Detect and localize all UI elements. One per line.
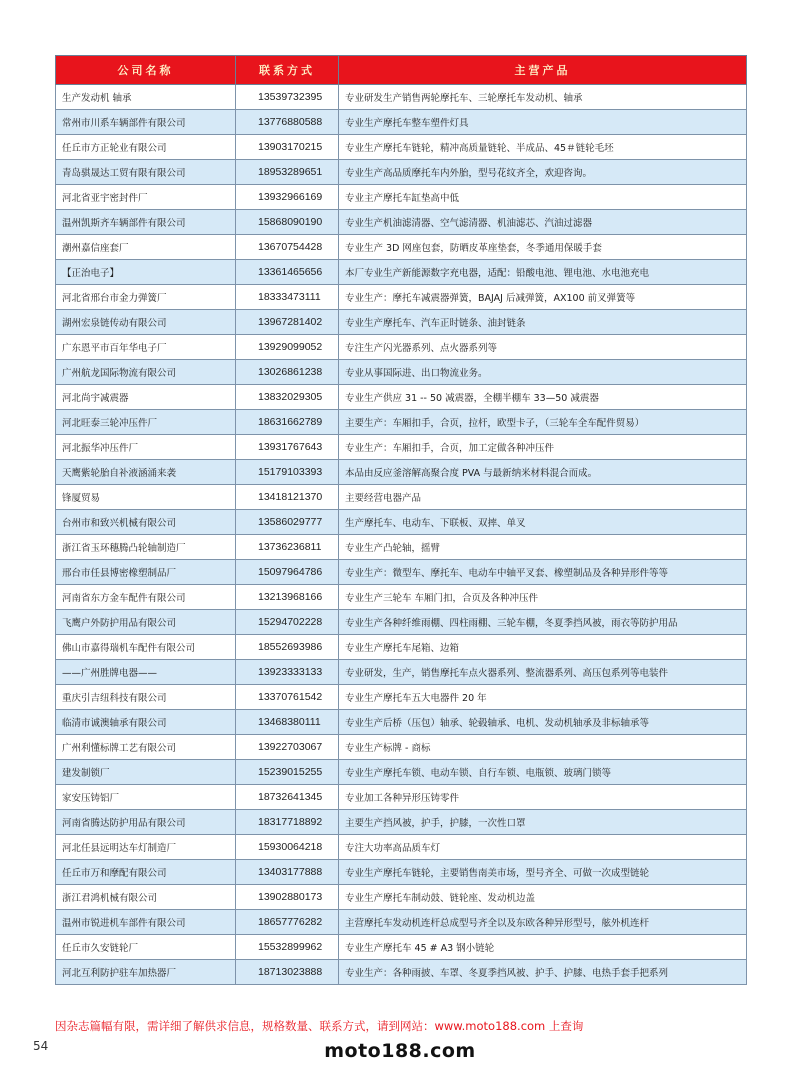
company-name-cell: 重庆引吉纽科技有限公司	[56, 685, 236, 710]
products-cell: 专业生产后桥（压包）轴承、轮毂轴承、电机、发动机轴承及非标轴承等	[339, 710, 747, 735]
phone-cell: 18732641345	[236, 785, 339, 810]
products-cell: 主营摩托车发动机连杆总成型号齐全以及东欧各种异形型号，舷外机连杆	[339, 910, 747, 935]
table-row	[56, 285, 747, 310]
phone-cell: 13403177888	[236, 860, 339, 885]
phone-cell: 13468380111	[236, 710, 339, 735]
company-name-cell: 任丘市方正轮业有限公司	[56, 135, 236, 160]
table-row	[56, 460, 747, 485]
company-name-cell: 临清市诚澳轴承有限公司	[56, 710, 236, 735]
company-name-cell: 任丘市万和摩配有限公司	[56, 860, 236, 885]
site-logo: moto188.com	[324, 1040, 476, 1062]
phone-cell: 18552693986	[236, 635, 339, 660]
table-row	[56, 535, 747, 560]
table-row	[56, 585, 747, 610]
products-cell: 专业生产标牌 - 商标	[339, 735, 747, 760]
phone-cell: 13832029305	[236, 385, 339, 410]
phone-cell: 18333473111	[236, 285, 339, 310]
phone-cell: 13929099052	[236, 335, 339, 360]
products-cell: 专业生产摩托车锁、电动车锁、自行车锁、电瓶锁、玻璃门锁等	[339, 760, 747, 785]
table-row	[56, 210, 747, 235]
table-row	[56, 260, 747, 285]
phone-cell: 13539732395	[236, 85, 339, 110]
table-row	[56, 685, 747, 710]
company-name-cell: 河北振华冲压件厂	[56, 435, 236, 460]
products-cell: 专业生产摩托车 45 # A3 钢小链轮	[339, 935, 747, 960]
table-row	[56, 935, 747, 960]
company-name-cell: 河北互利防护驻车加热器厂	[56, 960, 236, 985]
products-cell: 专业生产高品质摩托车内外胎，型号花纹齐全，欢迎咨询。	[339, 160, 747, 185]
phone-cell: 13922703067	[236, 735, 339, 760]
company-name-cell: 河北省亚宇密封件厂	[56, 185, 236, 210]
table-row	[56, 660, 747, 685]
phone-cell: 18657776282	[236, 910, 339, 935]
company-name-cell: 天鹰紫轮胎自补液涵涌来袭	[56, 460, 236, 485]
table-row	[56, 910, 747, 935]
phone-cell: 18713023888	[236, 960, 339, 985]
products-cell: 专业生产供应 31 -- 50 减震器，全棚半棚车 33—50 减震器	[339, 385, 747, 410]
products-cell: 主要生产：车厢扣手，合页，拉杆，欧型卡子，（三轮车全车配件贸易）	[339, 410, 747, 435]
phone-cell: 13361465656	[236, 260, 339, 285]
phone-cell: 13776880588	[236, 110, 339, 135]
table-row	[56, 235, 747, 260]
company-name-cell: 任丘市久安链轮厂	[56, 935, 236, 960]
company-name-cell: 邢台市任县博密橡塑制品厂	[56, 560, 236, 585]
phone-cell: 13418121370	[236, 485, 339, 510]
company-name-cell: 河南省腾达防护用品有限公司	[56, 810, 236, 835]
products-cell: 专业生产摩托车制动鼓、链轮座、发动机边盖	[339, 885, 747, 910]
company-name-cell: 温州凯斯齐车辆部件有限公司	[56, 210, 236, 235]
table-row	[56, 435, 747, 460]
phone-cell: 13903170215	[236, 135, 339, 160]
header-company-name: 公司名称	[56, 56, 236, 85]
company-name-cell: 【正治电子】	[56, 260, 236, 285]
table-row	[56, 510, 747, 535]
table-row	[56, 410, 747, 435]
company-name-cell: 锋厦贸易	[56, 485, 236, 510]
company-name-cell: 青岛骐晟达工贸有限有限公司	[56, 160, 236, 185]
products-cell: 专注大功率高品质车灯	[339, 835, 747, 860]
company-directory-table	[55, 55, 747, 985]
products-cell: 主要生产挡风被，护手，护膝，一次性口罩	[339, 810, 747, 835]
company-name-cell: 家安压铸铝厂	[56, 785, 236, 810]
company-name-cell: 潮州嘉信座套厂	[56, 235, 236, 260]
products-cell: 本品由反应釜溶解高聚合度 PVA 与最新纳米材料混合而成。	[339, 460, 747, 485]
company-name-cell: 佛山市嘉得瑞机车配件有限公司	[56, 635, 236, 660]
products-cell: 专业加工各种异形压铸零件	[339, 785, 747, 810]
phone-cell: 15930064218	[236, 835, 339, 860]
table-row	[56, 135, 747, 160]
header-main-products: 主营产品	[339, 56, 747, 85]
table-row	[56, 835, 747, 860]
phone-cell: 13736236811	[236, 535, 339, 560]
products-cell: 专业生产：摩托车减震器弹簧，BAJAJ 后减弹簧，AX100 前叉弹簧等	[339, 285, 747, 310]
table-row	[56, 110, 747, 135]
table-body	[56, 85, 747, 985]
table-row	[56, 85, 747, 110]
table-row	[56, 360, 747, 385]
products-cell: 专业生产三轮车 车厢门扣，合页及各种冲压件	[339, 585, 747, 610]
header-contact: 联系方式	[236, 56, 339, 85]
company-name-cell: 温州市锐进机车部件有限公司	[56, 910, 236, 935]
table-row	[56, 485, 747, 510]
table-row	[56, 810, 747, 835]
company-name-cell: 广州利懂标牌工艺有限公司	[56, 735, 236, 760]
products-cell: 专业生产凸轮轴，摇臂	[339, 535, 747, 560]
phone-cell: 13370761542	[236, 685, 339, 710]
phone-cell: 13670754428	[236, 235, 339, 260]
products-cell: 生产摩托车、电动车、下联板、双摔、单叉	[339, 510, 747, 535]
phone-cell: 15097964786	[236, 560, 339, 585]
products-cell: 专业研发生产销售两轮摩托车、三轮摩托车发动机、轴承	[339, 85, 747, 110]
company-name-cell: 河北尚宇减震器	[56, 385, 236, 410]
phone-cell: 13902880173	[236, 885, 339, 910]
company-name-cell: 广东恩平市百年华电子厂	[56, 335, 236, 360]
products-cell: 专业生产摩托车、汽车正时链条、油封链条	[339, 310, 747, 335]
footer-note: 因杂志篇幅有限，需详细了解供求信息，规格数量、联系方式，请到网站：www.moto188.com 上查询	[55, 1019, 584, 1033]
company-name-cell: 建发制锁厂	[56, 760, 236, 785]
products-cell: 专业研发，生产，销售摩托车点火器系列、整流器系列、高压包系列等电装件	[339, 660, 747, 685]
table-row	[56, 385, 747, 410]
company-name-cell: 广州航龙国际物流有限公司	[56, 360, 236, 385]
company-name-cell: 湖州宏泉链传动有限公司	[56, 310, 236, 335]
products-cell: 专业生产各种纤维雨棚、四柱雨棚、三轮车棚，冬夏季挡风被，雨衣等防护用品	[339, 610, 747, 635]
table-row	[56, 760, 747, 785]
products-cell: 专业生产机油滤清器、空气滤清器、机油滤芯、汽油过滤器	[339, 210, 747, 235]
products-cell: 专业生产摩托车链轮，主要销售南美市场，型号齐全、可做一次成型链轮	[339, 860, 747, 885]
products-cell: 专业生产 3D 网座包套，防晒皮革座垫套，冬季通用保暖手套	[339, 235, 747, 260]
products-cell: 专注生产闪光器系列、点火器系列等	[339, 335, 747, 360]
phone-cell: 18317718892	[236, 810, 339, 835]
phone-cell: 15239015255	[236, 760, 339, 785]
table-row	[56, 310, 747, 335]
company-name-cell: ——广州胜牌电器——	[56, 660, 236, 685]
phone-cell: 15294702228	[236, 610, 339, 635]
table-row	[56, 635, 747, 660]
table-row	[56, 610, 747, 635]
phone-cell: 15868090190	[236, 210, 339, 235]
table-row	[56, 735, 747, 760]
products-cell: 专业生产摩托车链轮，精冲高质量链轮、半成品、45＃链轮毛坯	[339, 135, 747, 160]
products-cell: 专业生产：微型车、摩托车、电动车中轴平叉套、橡塑制品及各种异形件等等	[339, 560, 747, 585]
table-row	[56, 560, 747, 585]
page-number: 54	[33, 1039, 49, 1053]
products-cell: 主要经营电器产品	[339, 485, 747, 510]
table-row	[56, 785, 747, 810]
company-name-cell: 浙江君鸿机械有限公司	[56, 885, 236, 910]
phone-cell: 13932966169	[236, 185, 339, 210]
phone-cell: 18631662789	[236, 410, 339, 435]
phone-cell: 13931767643	[236, 435, 339, 460]
products-cell: 专业生产摩托车整车塑件灯具	[339, 110, 747, 135]
products-cell: 专业生产：车厢扣手，合页，加工定做各种冲压件	[339, 435, 747, 460]
phone-cell: 18953289651	[236, 160, 339, 185]
phone-cell: 13586029777	[236, 510, 339, 535]
table-row	[56, 960, 747, 985]
phone-cell: 13923333133	[236, 660, 339, 685]
table-header-row	[56, 56, 747, 85]
company-name-cell: 常州市川系车辆部件有限公司	[56, 110, 236, 135]
company-name-cell: 河北旺泰三轮冲压件厂	[56, 410, 236, 435]
products-cell: 专业生产摩托车尾箱、边箱	[339, 635, 747, 660]
phone-cell: 13026861238	[236, 360, 339, 385]
company-name-cell: 飞鹰户外防护用品有限公司	[56, 610, 236, 635]
products-cell: 专业生产摩托车五大电器件 20 年	[339, 685, 747, 710]
table-row	[56, 710, 747, 735]
company-name-cell: 河北省邢台市金力弹簧厂	[56, 285, 236, 310]
table-row	[56, 335, 747, 360]
products-cell: 专业从事国际进、出口物流业务。	[339, 360, 747, 385]
company-name-cell: 河南省东方金车配件有限公司	[56, 585, 236, 610]
table-row	[56, 860, 747, 885]
table-row	[56, 885, 747, 910]
table-row	[56, 160, 747, 185]
phone-cell: 13967281402	[236, 310, 339, 335]
company-name-cell: 台州市和致兴机械有限公司	[56, 510, 236, 535]
phone-cell: 15179103393	[236, 460, 339, 485]
products-cell: 专业主产摩托车缸垫高中低	[339, 185, 747, 210]
company-name-cell: 浙江省玉环穗腾凸轮轴制造厂	[56, 535, 236, 560]
products-cell: 专业生产：各种雨披、车罩、冬夏季挡风被、护手、护膝、电热手套手把系列	[339, 960, 747, 985]
company-name-cell: 生产发动机 轴承	[56, 85, 236, 110]
table-row	[56, 185, 747, 210]
products-cell: 本厂专业生产新能源数字充电器，适配：铅酸电池、锂电池、水电池充电	[339, 260, 747, 285]
phone-cell: 15532899962	[236, 935, 339, 960]
company-name-cell: 河北任县远明达车灯制造厂	[56, 835, 236, 860]
phone-cell: 13213968166	[236, 585, 339, 610]
